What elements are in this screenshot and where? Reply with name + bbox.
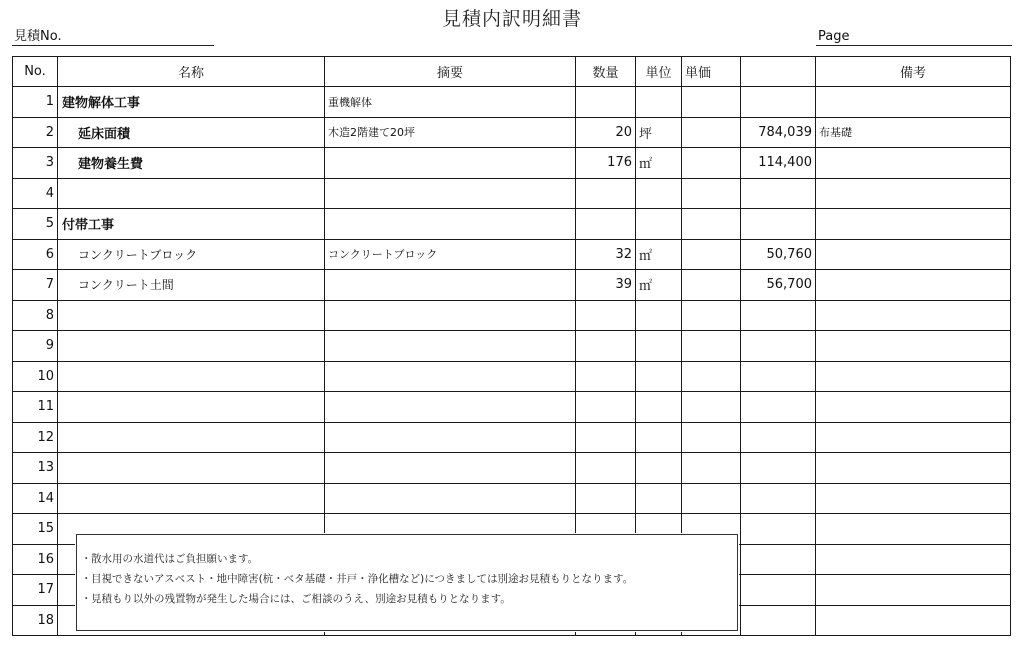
estimate-number-field[interactable] xyxy=(12,28,214,46)
cell-unit[interactable] xyxy=(636,422,682,453)
cell-unit[interactable] xyxy=(636,87,682,118)
cell-quantity[interactable] xyxy=(576,209,636,240)
cell-remarks[interactable] xyxy=(816,392,1011,423)
cell-unit[interactable]: ㎡ xyxy=(636,148,682,179)
cell-name[interactable] xyxy=(58,483,325,514)
cell-quantity[interactable] xyxy=(576,392,636,423)
cell-summary[interactable] xyxy=(325,361,576,392)
cell-amount[interactable] xyxy=(741,575,816,606)
cell-name[interactable] xyxy=(58,361,325,392)
cell-quantity[interactable] xyxy=(576,483,636,514)
cell-summary[interactable] xyxy=(325,209,576,240)
cell-summary[interactable]: 木造2階建て20坪 xyxy=(325,117,576,148)
table-row xyxy=(13,483,1011,514)
cell-amount[interactable] xyxy=(741,361,816,392)
note-text: 散水用の水道代はご負担願います。 xyxy=(91,553,259,565)
cell-amount[interactable] xyxy=(741,605,816,636)
cell-remarks[interactable] xyxy=(816,331,1011,362)
cell-unit[interactable]: 坪 xyxy=(636,117,682,148)
cell-amount[interactable]: 114,400 xyxy=(741,148,816,179)
column-header-quantity: 数量 xyxy=(576,57,636,87)
cell-summary[interactable] xyxy=(325,422,576,453)
cell-unit-price[interactable] xyxy=(682,392,741,423)
cell-name[interactable]: コンクリートブロック xyxy=(58,239,325,270)
cell-unit-price[interactable] xyxy=(682,483,741,514)
cell-unit-price[interactable] xyxy=(682,300,741,331)
table-row xyxy=(13,422,1011,453)
cell-no[interactable]: 18 xyxy=(13,605,58,636)
cell-no[interactable]: 5 xyxy=(13,209,58,240)
cell-quantity[interactable] xyxy=(576,178,636,209)
cell-unit-price[interactable] xyxy=(682,117,741,148)
cell-remarks[interactable] xyxy=(816,483,1011,514)
cell-unit[interactable] xyxy=(636,361,682,392)
cell-unit[interactable] xyxy=(636,483,682,514)
cell-unit-price[interactable] xyxy=(682,361,741,392)
cell-no[interactable]: 13 xyxy=(13,453,58,484)
cell-remarks[interactable] xyxy=(816,209,1011,240)
table-row xyxy=(13,331,1011,362)
cell-no[interactable]: 9 xyxy=(13,331,58,362)
cell-amount[interactable] xyxy=(741,392,816,423)
note-bullet: ・ xyxy=(81,573,92,585)
note-item xyxy=(81,549,737,569)
cell-unit[interactable]: ㎡ xyxy=(636,270,682,301)
cell-amount[interactable]: 56,700 xyxy=(741,270,816,301)
notes-list xyxy=(77,535,737,609)
cell-no[interactable]: 12 xyxy=(13,422,58,453)
cell-unit[interactable] xyxy=(636,178,682,209)
cell-amount[interactable] xyxy=(741,514,816,545)
column-header-remarks: 備考 xyxy=(816,57,1011,87)
cell-amount[interactable] xyxy=(741,331,816,362)
cell-no[interactable]: 11 xyxy=(13,392,58,423)
cell-amount[interactable] xyxy=(741,87,816,118)
note-item xyxy=(81,569,737,589)
cell-unit-price[interactable] xyxy=(682,87,741,118)
cell-remarks[interactable] xyxy=(816,87,1011,118)
note-bullet: ・ xyxy=(81,553,92,565)
cell-quantity[interactable]: 32 xyxy=(576,239,636,270)
estimate-number-label: 見積No. xyxy=(14,29,62,44)
cell-unit[interactable] xyxy=(636,453,682,484)
cell-no[interactable]: 3 xyxy=(13,148,58,179)
cell-remarks[interactable] xyxy=(816,453,1011,484)
cell-name[interactable]: 建物解体工事 xyxy=(58,87,325,118)
cell-remarks[interactable] xyxy=(816,361,1011,392)
cell-remarks[interactable] xyxy=(816,544,1011,575)
cell-summary[interactable] xyxy=(325,392,576,423)
cell-amount[interactable] xyxy=(741,453,816,484)
note-item xyxy=(81,589,737,609)
cell-no[interactable]: 4 xyxy=(13,178,58,209)
table-row xyxy=(13,239,1011,270)
cell-no[interactable]: 15 xyxy=(13,514,58,545)
cell-remarks[interactable] xyxy=(816,270,1011,301)
cell-quantity[interactable]: 20 xyxy=(576,117,636,148)
cell-quantity[interactable] xyxy=(576,300,636,331)
cell-quantity[interactable] xyxy=(576,331,636,362)
cell-summary[interactable] xyxy=(325,483,576,514)
cell-amount[interactable] xyxy=(741,178,816,209)
document-title: 見積内訳明細書 xyxy=(441,8,582,30)
cell-remarks[interactable] xyxy=(816,605,1011,636)
notes-box xyxy=(76,534,738,631)
column-header-unit: 単位 xyxy=(636,57,682,87)
cell-name[interactable]: 付帯工事 xyxy=(58,209,325,240)
cell-summary[interactable] xyxy=(325,300,576,331)
cell-quantity[interactable]: 176 xyxy=(576,148,636,179)
table-row xyxy=(13,178,1011,209)
cell-amount[interactable] xyxy=(741,422,816,453)
cell-name[interactable] xyxy=(58,422,325,453)
cell-quantity[interactable] xyxy=(576,87,636,118)
cell-unit[interactable] xyxy=(636,209,682,240)
table-row xyxy=(13,209,1011,240)
cell-name[interactable]: 延床面積 xyxy=(58,117,325,148)
cell-no[interactable]: 10 xyxy=(13,361,58,392)
table-row xyxy=(13,117,1011,148)
table-row xyxy=(13,87,1011,118)
cell-no[interactable]: 7 xyxy=(13,270,58,301)
cell-amount[interactable] xyxy=(741,544,816,575)
column-header-name: 名称 xyxy=(58,57,325,87)
cell-unit-price[interactable] xyxy=(682,270,741,301)
cell-summary[interactable] xyxy=(325,178,576,209)
page-number-field[interactable] xyxy=(816,28,1012,46)
cell-remarks[interactable] xyxy=(816,575,1011,606)
cell-unit[interactable] xyxy=(636,331,682,362)
cell-summary[interactable] xyxy=(325,331,576,362)
cell-remarks[interactable] xyxy=(816,148,1011,179)
cell-remarks[interactable] xyxy=(816,300,1011,331)
table-row xyxy=(13,361,1011,392)
cell-amount[interactable]: 784,039 xyxy=(741,117,816,148)
cell-summary[interactable] xyxy=(325,148,576,179)
cell-amount[interactable] xyxy=(741,300,816,331)
cell-quantity[interactable]: 39 xyxy=(576,270,636,301)
cell-unit[interactable] xyxy=(636,392,682,423)
cell-summary[interactable] xyxy=(325,270,576,301)
cell-no[interactable]: 1 xyxy=(13,87,58,118)
cell-remarks[interactable] xyxy=(816,178,1011,209)
column-header-no: No. xyxy=(13,57,58,87)
cell-name[interactable] xyxy=(58,300,325,331)
table-row xyxy=(13,392,1011,423)
note-text: 目視できないアスベスト・地中障害(杭・ベタ基礎・井戸・浄化槽など)につきましては別途お見積もりとなります。 xyxy=(91,573,634,585)
column-header-amount xyxy=(741,57,816,87)
cell-unit-price[interactable] xyxy=(682,331,741,362)
cell-remarks[interactable]: 布基礎 xyxy=(816,117,1011,148)
cell-unit-price[interactable] xyxy=(682,178,741,209)
cell-no[interactable]: 2 xyxy=(13,117,58,148)
table-row xyxy=(13,453,1011,484)
cell-name[interactable]: 建物養生費 xyxy=(58,148,325,179)
cell-name[interactable] xyxy=(58,331,325,362)
cell-amount[interactable]: 50,760 xyxy=(741,239,816,270)
cell-name[interactable]: コンクリート土間 xyxy=(58,270,325,301)
cell-unit[interactable] xyxy=(636,300,682,331)
cell-no[interactable]: 16 xyxy=(13,544,58,575)
cell-amount[interactable] xyxy=(741,209,816,240)
cell-quantity[interactable] xyxy=(576,361,636,392)
column-header-summary: 摘要 xyxy=(325,57,576,87)
cell-name[interactable] xyxy=(58,178,325,209)
cell-name[interactable] xyxy=(58,453,325,484)
cell-summary[interactable]: コンクリートブロック xyxy=(325,239,576,270)
cell-remarks[interactable] xyxy=(816,422,1011,453)
note-text: 見積もり以外の残置物が発生した場合には、ご相談のうえ、別途お見積もりとなります。 xyxy=(91,593,511,605)
cell-summary[interactable]: 重機解体 xyxy=(325,87,576,118)
column-header-unit-price: 単価 xyxy=(682,57,741,87)
page-number-label: Page xyxy=(818,29,850,44)
table-row xyxy=(13,148,1011,179)
table-header-row xyxy=(13,57,1011,87)
cell-unit-price[interactable] xyxy=(682,239,741,270)
cell-quantity[interactable] xyxy=(576,453,636,484)
cell-amount[interactable] xyxy=(741,483,816,514)
note-bullet: ・ xyxy=(81,593,92,605)
cell-quantity[interactable] xyxy=(576,422,636,453)
cell-unit-price[interactable] xyxy=(682,422,741,453)
cell-no[interactable]: 14 xyxy=(13,483,58,514)
cell-no[interactable]: 6 xyxy=(13,239,58,270)
cell-summary[interactable] xyxy=(325,453,576,484)
cell-no[interactable]: 17 xyxy=(13,575,58,606)
cell-unit[interactable]: ㎡ xyxy=(636,239,682,270)
cell-unit-price[interactable] xyxy=(682,453,741,484)
table-row xyxy=(13,270,1011,301)
cell-name[interactable] xyxy=(58,392,325,423)
cell-unit-price[interactable] xyxy=(682,209,741,240)
table-row xyxy=(13,300,1011,331)
cell-no[interactable]: 8 xyxy=(13,300,58,331)
cell-remarks[interactable] xyxy=(816,514,1011,545)
cell-remarks[interactable] xyxy=(816,239,1011,270)
cell-unit-price[interactable] xyxy=(682,148,741,179)
